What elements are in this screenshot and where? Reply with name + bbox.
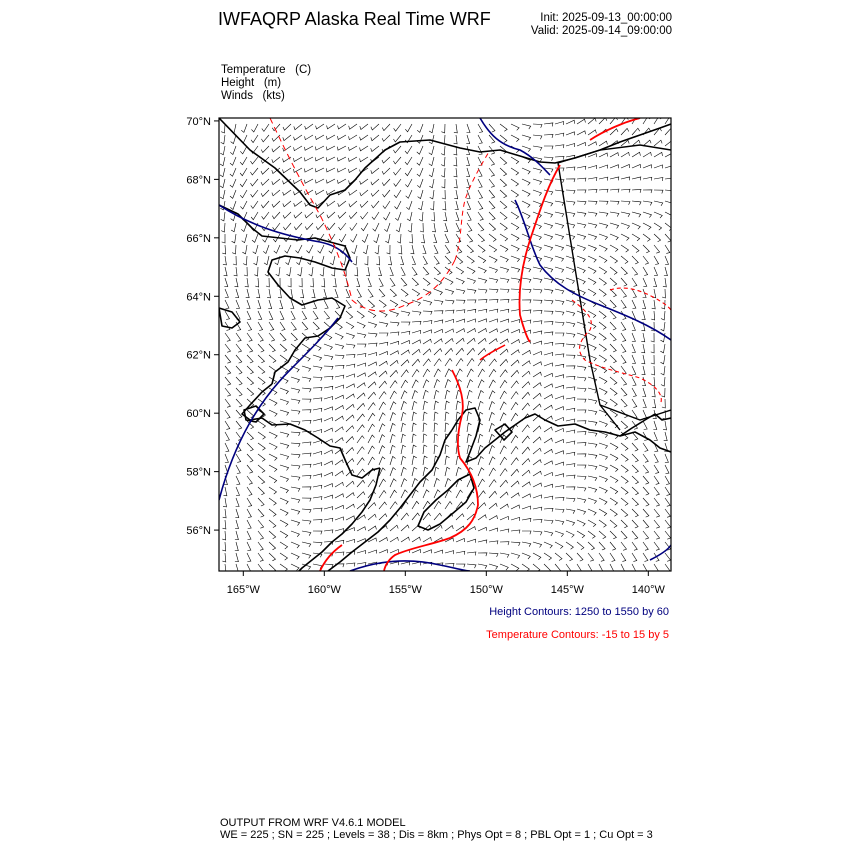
field-temperature: Temperature (C): [221, 64, 312, 76]
field-height: Height (m): [221, 77, 282, 89]
height-contour-note: Height Contours: 1250 to 1550 by 60: [489, 606, 669, 618]
plot-title: IWFAQRP Alaska Real Time WRF: [218, 9, 491, 29]
lat-label: 70°N: [186, 115, 211, 128]
lon-label: 155°W: [388, 584, 422, 596]
lat-label: 62°N: [186, 349, 211, 362]
valid-time: Valid: 2025-09-14_09:00:00: [530, 25, 672, 37]
model-info-line2: WE = 225 ; SN = 225 ; Levels = 38 ; Dis = 8km ; Phys Opt = 8 ; PBL Opt = 1 ; Cu Opt = 3: [220, 829, 653, 841]
lat-label: 64°N: [186, 291, 211, 304]
model-info: [220, 817, 653, 841]
model-info-line1: OUTPUT FROM WRF V4.6.1 MODEL: [220, 817, 406, 829]
lon-label: 145°W: [550, 584, 584, 596]
lon-label: 150°W: [469, 584, 503, 596]
lon-label: 160°W: [307, 584, 341, 596]
temperature-contour-note: Temperature Contours: -15 to 15 by 5: [486, 629, 669, 641]
init-time: Init: 2025-09-13_00:00:00: [540, 12, 672, 24]
lat-label: 56°N: [186, 525, 211, 538]
lat-label: 66°N: [186, 232, 211, 245]
lon-label: 140°W: [631, 584, 665, 596]
lon-label: 165°W: [226, 584, 260, 596]
field-winds: Winds (kts): [221, 90, 285, 102]
lat-label: 60°N: [186, 408, 211, 421]
lat-label: 68°N: [186, 174, 211, 187]
lat-label: 58°N: [186, 466, 211, 479]
